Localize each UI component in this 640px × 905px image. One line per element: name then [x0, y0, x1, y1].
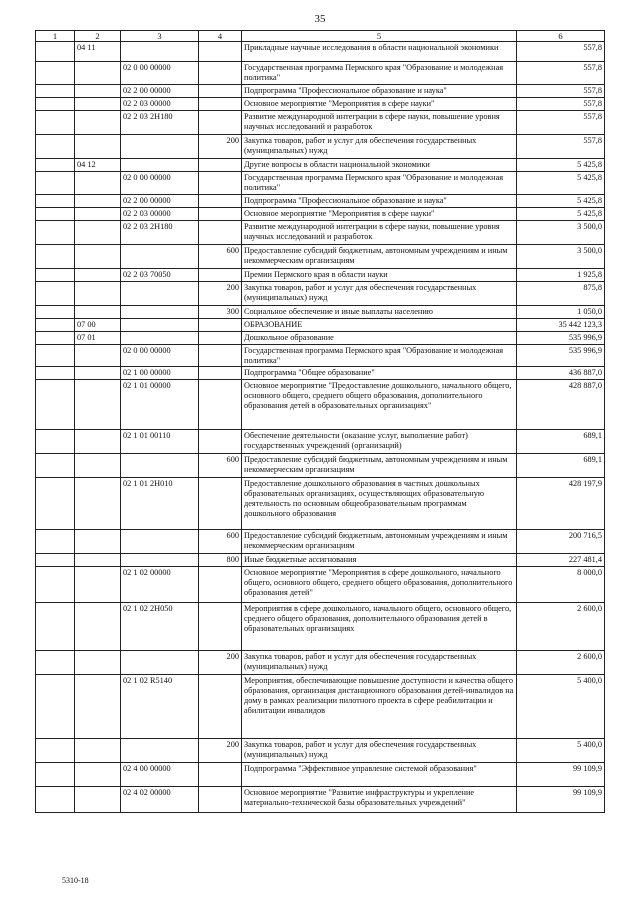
cell-target-article	[121, 281, 199, 305]
cell-amount: 436 887,0	[517, 367, 605, 380]
cell-col-1	[36, 554, 75, 567]
cell-amount: 5 425,8	[517, 207, 605, 220]
cell-expense-type	[199, 159, 242, 172]
cell-section-code	[75, 763, 121, 787]
cell-col-1	[36, 207, 75, 220]
cell-section-code	[75, 171, 121, 194]
cell-target-article: 02 0 00 00000	[121, 62, 199, 85]
cell-expense-type	[199, 42, 242, 62]
cell-amount: 8 000,0	[517, 567, 605, 603]
cell-description: Другие вопросы в области национальной экономики	[242, 159, 517, 172]
cell-col-1	[36, 787, 75, 813]
cell-target-article: 02 1 01 00110	[121, 430, 199, 454]
cell-expense-type	[199, 171, 242, 194]
cell-description: Основное мероприятие "Мероприятия в сфере дошкольного, начального общего, основного общего, среднего общего образования, дополнительного образования детей"	[242, 567, 517, 603]
cell-expense-type	[199, 85, 242, 98]
cell-amount: 5 400,0	[517, 675, 605, 739]
cell-description: Подпрограмма "Эффективное управление системой образования"	[242, 763, 517, 787]
cell-target-article	[121, 244, 199, 268]
cell-description: Государственная программа Пермского края "Образование и молодежная политика"	[242, 171, 517, 194]
cell-expense-type: 200	[199, 281, 242, 305]
cell-col-1	[36, 305, 75, 318]
cell-section-code: 04 12	[75, 159, 121, 172]
table-row	[36, 135, 605, 159]
cell-col-1	[36, 268, 75, 281]
cell-section-code: 07 00	[75, 318, 121, 331]
table-row	[36, 281, 605, 305]
table-row	[36, 567, 605, 603]
cell-section-code	[75, 567, 121, 603]
cell-target-article: 02 4 02 00000	[121, 787, 199, 813]
cell-col-1	[36, 281, 75, 305]
cell-target-article: 02 1 02 00000	[121, 567, 199, 603]
cell-expense-type	[199, 603, 242, 651]
table-row	[36, 367, 605, 380]
cell-col-1	[36, 430, 75, 454]
cell-target-article: 02 2 03 2Н180	[121, 111, 199, 135]
budget-table	[35, 30, 605, 813]
table-row	[36, 220, 605, 244]
cell-description: Социальное обеспечение и иные выплаты населению	[242, 305, 517, 318]
cell-section-code	[75, 603, 121, 651]
cell-expense-type	[199, 268, 242, 281]
cell-amount: 35 442 123,3	[517, 318, 605, 331]
table-row	[36, 62, 605, 85]
cell-description: Иные бюджетные ассигнования	[242, 554, 517, 567]
cell-section-code	[75, 454, 121, 478]
cell-target-article	[121, 135, 199, 159]
cell-amount: 535 996,9	[517, 331, 605, 344]
cell-section-code	[75, 651, 121, 675]
cell-col-1	[36, 567, 75, 603]
cell-description: Предоставление субсидий бюджетным, автономным учреждениям и иным некоммерческим организациям	[242, 454, 517, 478]
cell-description: Закупка товаров, работ и услуг для обеспечения государственных (муниципальных) нужд	[242, 651, 517, 675]
cell-amount: 3 500,0	[517, 244, 605, 268]
cell-amount: 875,8	[517, 281, 605, 305]
cell-target-article	[121, 159, 199, 172]
cell-target-article: 02 1 02 2Н050	[121, 603, 199, 651]
cell-col-1	[36, 454, 75, 478]
cell-amount: 428 197,9	[517, 478, 605, 530]
cell-col-1	[36, 244, 75, 268]
cell-section-code	[75, 207, 121, 220]
cell-amount: 557,8	[517, 62, 605, 85]
cell-amount: 227 481,4	[517, 554, 605, 567]
cell-amount: 689,1	[517, 430, 605, 454]
cell-target-article: 02 1 00 00000	[121, 367, 199, 380]
cell-description: Подпрограмма "Профессиональное образование и наука"	[242, 85, 517, 98]
cell-section-code	[75, 478, 121, 530]
cell-amount: 5 425,8	[517, 159, 605, 172]
cell-target-article: 02 2 03 00000	[121, 98, 199, 111]
cell-expense-type	[199, 567, 242, 603]
cell-expense-type	[199, 207, 242, 220]
cell-amount: 200 716,5	[517, 530, 605, 554]
table-row	[36, 85, 605, 98]
cell-col-1	[36, 220, 75, 244]
cell-col-1	[36, 42, 75, 62]
table-row	[36, 454, 605, 478]
cell-target-article	[121, 454, 199, 478]
cell-description: Прикладные научные исследования в области национальной экономики	[242, 42, 517, 62]
cell-section-code	[75, 380, 121, 430]
cell-amount: 557,8	[517, 135, 605, 159]
cell-section-code	[75, 554, 121, 567]
cell-col-1	[36, 98, 75, 111]
cell-description: Государственная программа Пермского края "Образование и молодежная политика"	[242, 62, 517, 85]
cell-col-1	[36, 603, 75, 651]
cell-expense-type: 600	[199, 530, 242, 554]
cell-description: Дошкольное образование	[242, 331, 517, 344]
header-col-1: 1	[36, 31, 75, 42]
cell-description: Подпрограмма "Профессиональное образование и наука"	[242, 194, 517, 207]
table-row	[36, 554, 605, 567]
table-row	[36, 344, 605, 367]
cell-description: Премии Пермского края в области науки	[242, 268, 517, 281]
cell-section-code: 04 11	[75, 42, 121, 62]
cell-expense-type	[199, 111, 242, 135]
cell-section-code	[75, 194, 121, 207]
cell-target-article: 02 2 03 2Н180	[121, 220, 199, 244]
cell-description: Основное мероприятие "Предоставление дошкольного, начального общего, основного общего, среднего общего образования, дополнительного образования детей в образовательных организациях"	[242, 380, 517, 430]
cell-target-article	[121, 42, 199, 62]
cell-section-code	[75, 281, 121, 305]
cell-target-article	[121, 739, 199, 763]
cell-section-code	[75, 344, 121, 367]
cell-expense-type	[199, 675, 242, 739]
cell-col-1	[36, 763, 75, 787]
cell-target-article: 02 2 00 00000	[121, 194, 199, 207]
cell-description: Предоставление дошкольного образования в частных дошкольных образовательных организациях, осуществляющих образовательную деятельность по основным общеобразовательным программам дошкольного образования	[242, 478, 517, 530]
cell-expense-type	[199, 367, 242, 380]
cell-amount: 1 050,0	[517, 305, 605, 318]
table-row	[36, 268, 605, 281]
cell-expense-type	[199, 194, 242, 207]
cell-amount: 557,8	[517, 111, 605, 135]
cell-expense-type	[199, 763, 242, 787]
cell-target-article	[121, 318, 199, 331]
cell-amount: 99 109,9	[517, 763, 605, 787]
table-row	[36, 763, 605, 787]
cell-expense-type	[199, 478, 242, 530]
cell-col-1	[36, 380, 75, 430]
table-row	[36, 430, 605, 454]
header-col-3: 3	[121, 31, 199, 42]
table-row	[36, 171, 605, 194]
cell-amount: 557,8	[517, 42, 605, 62]
table-row	[36, 603, 605, 651]
cell-expense-type	[199, 98, 242, 111]
cell-description: Основное мероприятие "Мероприятия в сфере науки"	[242, 98, 517, 111]
cell-col-1	[36, 135, 75, 159]
cell-amount: 1 925,8	[517, 268, 605, 281]
cell-col-1	[36, 111, 75, 135]
cell-expense-type: 600	[199, 244, 242, 268]
cell-expense-type	[199, 62, 242, 85]
header-col-4: 4	[199, 31, 242, 42]
cell-amount: 557,8	[517, 85, 605, 98]
cell-col-1	[36, 85, 75, 98]
cell-description: Основное мероприятие "Мероприятия в сфере науки"	[242, 207, 517, 220]
cell-target-article: 02 1 02 R5140	[121, 675, 199, 739]
cell-expense-type: 200	[199, 135, 242, 159]
cell-target-article	[121, 554, 199, 567]
cell-expense-type: 600	[199, 454, 242, 478]
cell-section-code	[75, 62, 121, 85]
cell-target-article	[121, 331, 199, 344]
cell-expense-type	[199, 331, 242, 344]
cell-col-1	[36, 739, 75, 763]
cell-col-1	[36, 331, 75, 344]
table-body	[36, 42, 605, 813]
cell-description: Закупка товаров, работ и услуг для обеспечения государственных (муниципальных) нужд	[242, 739, 517, 763]
cell-section-code	[75, 85, 121, 98]
table-row	[36, 380, 605, 430]
table-row	[36, 318, 605, 331]
table-row	[36, 207, 605, 220]
cell-section-code	[75, 220, 121, 244]
cell-section-code	[75, 98, 121, 111]
table-row	[36, 42, 605, 62]
cell-section-code	[75, 305, 121, 318]
cell-description: Развитие международной интеграции в сфере науки, повышение уровня научных исследований и разработок	[242, 111, 517, 135]
header-row	[36, 31, 605, 42]
cell-target-article: 02 0 00 00000	[121, 171, 199, 194]
table-row	[36, 194, 605, 207]
cell-col-1	[36, 651, 75, 675]
cell-description: Государственная программа Пермского края "Образование и молодежная политика"	[242, 344, 517, 367]
cell-description: Обеспечение деятельности (оказание услуг, выполнение работ) государственных учреждений (организаций)	[242, 430, 517, 454]
header-col-6: 6	[517, 31, 605, 42]
cell-col-1	[36, 530, 75, 554]
cell-amount: 5 425,8	[517, 194, 605, 207]
cell-section-code	[75, 111, 121, 135]
table-row	[36, 675, 605, 739]
cell-expense-type	[199, 318, 242, 331]
cell-amount: 428 887,0	[517, 380, 605, 430]
cell-target-article: 02 2 03 00000	[121, 207, 199, 220]
cell-description: Развитие международной интеграции в сфере науки, повышение уровня научных исследований и разработок	[242, 220, 517, 244]
cell-col-1	[36, 159, 75, 172]
cell-expense-type: 200	[199, 739, 242, 763]
cell-expense-type	[199, 380, 242, 430]
table-row	[36, 244, 605, 268]
header-col-2: 2	[75, 31, 121, 42]
cell-description: Закупка товаров, работ и услуг для обеспечения государственных (муниципальных) нужд	[242, 281, 517, 305]
cell-target-article: 02 1 01 2Н010	[121, 478, 199, 530]
cell-expense-type: 300	[199, 305, 242, 318]
cell-expense-type: 200	[199, 651, 242, 675]
cell-amount: 557,8	[517, 98, 605, 111]
table-row	[36, 305, 605, 318]
cell-amount: 535 996,9	[517, 344, 605, 367]
cell-section-code	[75, 367, 121, 380]
cell-expense-type	[199, 220, 242, 244]
cell-target-article	[121, 530, 199, 554]
header-col-5: 5	[242, 31, 517, 42]
cell-target-article: 02 4 00 00000	[121, 763, 199, 787]
cell-col-1	[36, 367, 75, 380]
cell-amount: 689,1	[517, 454, 605, 478]
cell-expense-type	[199, 787, 242, 813]
table-row	[36, 111, 605, 135]
cell-section-code	[75, 430, 121, 454]
cell-amount: 99 109,9	[517, 787, 605, 813]
cell-description: Мероприятия, обеспечивающие повышение доступности и качества общего образования, организация дистанционного образования детей-инвалидов на дому в рамках реализации пилотного проекта в сфере реабилитации и абилитации инвалидов	[242, 675, 517, 739]
table-row	[36, 787, 605, 813]
cell-description: Предоставление субсидий бюджетным, автономным учреждениям и иным некоммерческим организациям	[242, 530, 517, 554]
cell-target-article: 02 2 03 70050	[121, 268, 199, 281]
cell-description: Основное мероприятие "Развитие инфраструктуры и укрепление материально-технической базы образовательных учреждений"	[242, 787, 517, 813]
page-number: 35	[314, 13, 326, 25]
cell-description: Мероприятия в сфере дошкольного, начального общего, основного общего, среднего общего образования, дополнительного образования детей в образовательных организациях	[242, 603, 517, 651]
cell-amount: 5 425,8	[517, 171, 605, 194]
table-row	[36, 478, 605, 530]
cell-col-1	[36, 675, 75, 739]
cell-col-1	[36, 194, 75, 207]
cell-col-1	[36, 318, 75, 331]
cell-target-article: 02 0 00 00000	[121, 344, 199, 367]
cell-amount: 3 500,0	[517, 220, 605, 244]
cell-amount: 2 600,0	[517, 603, 605, 651]
cell-expense-type	[199, 344, 242, 367]
document-code: 5310-18	[62, 876, 89, 885]
cell-section-code	[75, 244, 121, 268]
cell-col-1	[36, 478, 75, 530]
cell-col-1	[36, 62, 75, 85]
cell-col-1	[36, 171, 75, 194]
cell-section-code	[75, 739, 121, 763]
cell-target-article	[121, 651, 199, 675]
cell-description: Закупка товаров, работ и услуг для обеспечения государственных (муниципальных) нужд	[242, 135, 517, 159]
table-row	[36, 651, 605, 675]
cell-amount: 5 400,0	[517, 739, 605, 763]
cell-section-code	[75, 787, 121, 813]
cell-description: Предоставление субсидий бюджетным, автономным учреждениям и иным некоммерческим организациям	[242, 244, 517, 268]
cell-description: ОБРАЗОВАНИЕ	[242, 318, 517, 331]
table-row	[36, 331, 605, 344]
cell-amount: 2 600,0	[517, 651, 605, 675]
cell-section-code	[75, 675, 121, 739]
table-row	[36, 159, 605, 172]
cell-section-code	[75, 135, 121, 159]
cell-target-article	[121, 305, 199, 318]
cell-section-code	[75, 530, 121, 554]
cell-col-1	[36, 344, 75, 367]
cell-section-code: 07 01	[75, 331, 121, 344]
cell-expense-type: 800	[199, 554, 242, 567]
cell-section-code	[75, 268, 121, 281]
cell-description: Подпрограмма "Общее образование"	[242, 367, 517, 380]
cell-expense-type	[199, 430, 242, 454]
table-row	[36, 739, 605, 763]
table-row	[36, 98, 605, 111]
cell-target-article: 02 2 00 00000	[121, 85, 199, 98]
cell-target-article: 02 1 01 00000	[121, 380, 199, 430]
table-row	[36, 530, 605, 554]
